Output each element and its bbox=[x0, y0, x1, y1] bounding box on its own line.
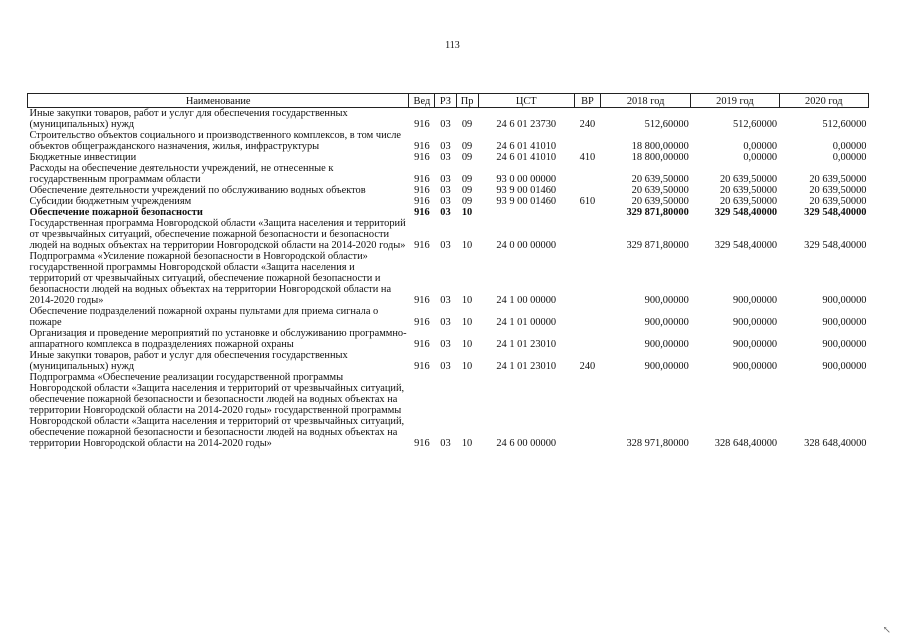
cell-rz: 03 bbox=[440, 240, 451, 251]
cell-vr bbox=[574, 218, 600, 251]
cell-2020: 20 639,50000 bbox=[809, 185, 867, 196]
cell-2018: 329 871,80000 bbox=[626, 240, 689, 251]
cell-cst: 24 1 01 23010 bbox=[496, 339, 557, 350]
cell-pr: 10 bbox=[461, 240, 473, 251]
cell-rz: 03 bbox=[440, 317, 451, 328]
cell-rz: 03 bbox=[440, 119, 451, 130]
cell-2018: 20 639,50000 bbox=[631, 196, 689, 207]
cell-2018: 20 639,50000 bbox=[631, 174, 689, 185]
table-row bbox=[28, 196, 869, 207]
cell-cst: 24 1 00 00000 bbox=[496, 295, 557, 306]
cell-vr: 240 bbox=[579, 361, 596, 372]
cell-rz: 03 bbox=[440, 196, 451, 207]
cell-2019: 900,00000 bbox=[732, 361, 778, 372]
cell-2018: 20 639,50000 bbox=[631, 185, 689, 196]
cell-vr: 240 bbox=[579, 119, 596, 130]
cell-name: Обеспечение подразделений пожарной охраны пультами для приема сигнала о пожаре bbox=[29, 306, 379, 328]
cell-pr: 09 bbox=[461, 174, 473, 185]
cell-ved: 916 bbox=[414, 339, 430, 350]
cell-2020: 900,00000 bbox=[822, 361, 867, 372]
cell-ved: 916 bbox=[414, 174, 430, 185]
cell-cst: 24 6 01 41010 bbox=[496, 141, 557, 152]
table-row bbox=[28, 218, 869, 251]
budget-table bbox=[27, 93, 869, 449]
cell-ved: 916 bbox=[414, 196, 430, 207]
cell-ved: 916 bbox=[414, 295, 430, 306]
table-row bbox=[28, 251, 869, 306]
cell-ved: 916 bbox=[414, 317, 430, 328]
cell-vr bbox=[574, 207, 600, 218]
cell-cst: 24 6 00 00000 bbox=[496, 438, 557, 449]
cell-2020: 512,60000 bbox=[822, 119, 867, 130]
cell-vr bbox=[574, 306, 600, 328]
cell-name: Организация и проведение мероприятий по установке и обслуживанию программно-аппаратного комплекса в подразделениях пожарной охраны bbox=[29, 328, 407, 350]
cell-rz: 03 bbox=[440, 339, 451, 350]
cell-cst: 93 9 00 01460 bbox=[496, 185, 557, 196]
cell-rz: 03 bbox=[440, 141, 451, 152]
cell-ved: 916 bbox=[414, 207, 430, 218]
cell-rz: 03 bbox=[440, 174, 451, 185]
cell-2018: 18 800,00000 bbox=[631, 152, 689, 163]
cell-name: Подпрограмма «Усиление пожарной безопасности в Новгородской области» государственной программы Новгородской области «Защита населения и территорий от чрезвычайных ситуаций, обеспечение пожарной безопасности и безопасности людей на водных объектах на территории Новгородской области на 2014-2020 годы» bbox=[29, 251, 392, 306]
cell-vr bbox=[574, 251, 600, 306]
cell-2019: 328 648,40000 bbox=[714, 438, 778, 449]
cell-vr bbox=[574, 372, 600, 449]
cell-2019: 20 639,50000 bbox=[719, 185, 778, 196]
header-2018: 2018 год bbox=[600, 94, 690, 108]
cell-2020: 900,00000 bbox=[822, 339, 867, 350]
cell-pr: 09 bbox=[461, 196, 473, 207]
cell-vr: 410 bbox=[579, 152, 596, 163]
cell-name: Обеспечение деятельности учреждений по обслуживанию водных объектов bbox=[29, 185, 366, 196]
table-body bbox=[28, 108, 869, 450]
cell-pr: 10 bbox=[461, 339, 473, 350]
cell-2019: 0,00000 bbox=[743, 152, 778, 163]
cell-2019: 900,00000 bbox=[732, 339, 778, 350]
table-row bbox=[28, 130, 869, 152]
cell-2018: 900,00000 bbox=[644, 361, 689, 372]
cell-2018: 900,00000 bbox=[644, 317, 689, 328]
cell-name: Расходы на обеспечение деятельности учреждений, не отнесенные к государственным программам области bbox=[29, 163, 334, 185]
cell-2020: 329 548,40000 bbox=[804, 207, 867, 218]
cell-ved: 916 bbox=[414, 141, 430, 152]
cell-rz: 03 bbox=[440, 185, 451, 196]
cell-2018: 328 971,80000 bbox=[626, 438, 689, 449]
cell-cst bbox=[478, 207, 574, 218]
cell-pr: 10 bbox=[461, 207, 473, 218]
table-row bbox=[28, 207, 869, 218]
cell-2019: 20 639,50000 bbox=[719, 196, 778, 207]
cell-pr: 10 bbox=[461, 361, 473, 372]
cell-vr bbox=[574, 185, 600, 196]
header-name: Наименование bbox=[28, 94, 409, 108]
cell-2018: 18 800,00000 bbox=[631, 141, 689, 152]
cell-name: Субсидии бюджетным учреждениям bbox=[29, 196, 192, 207]
table-row bbox=[28, 328, 869, 350]
table-header-row bbox=[28, 94, 869, 108]
table-row bbox=[28, 350, 869, 372]
cell-2020: 900,00000 bbox=[822, 317, 867, 328]
cell-name: Подпрограмма «Обеспечение реализации государственной программы Новгородской области «Защита населения и территорий от чрезвычайных ситуаций, обеспечение пожарной безопасности и безопасности людей на водных объектах на территории Новгородской области на 2014-2020 годы» государственной программы Новгородской области «Защита населения и территорий от чрезвычайных ситуаций, обеспечение пожарной безопасности и безопасности людей на водных объектах на территории Новгородской области на 2014-2020 годы» bbox=[29, 372, 405, 449]
cell-name: Бюджетные инвестиции bbox=[29, 152, 137, 163]
table-row bbox=[28, 108, 869, 131]
cell-ved: 916 bbox=[414, 240, 430, 251]
cell-cst: 24 0 00 00000 bbox=[496, 240, 557, 251]
cell-2018: 512,60000 bbox=[644, 119, 689, 130]
page-corner-mark: ↖ bbox=[882, 625, 891, 636]
table-row bbox=[28, 306, 869, 328]
cell-pr: 09 bbox=[461, 141, 473, 152]
page-number: 113 bbox=[445, 40, 460, 51]
cell-cst: 24 1 01 23010 bbox=[496, 361, 557, 372]
cell-name: Иные закупки товаров, работ и услуг для обеспечения государственных (муниципальных) нужд bbox=[29, 108, 348, 130]
cell-2018: 900,00000 bbox=[644, 295, 689, 306]
cell-2020: 329 548,40000 bbox=[804, 240, 867, 251]
cell-2018: 900,00000 bbox=[644, 339, 689, 350]
cell-name: Иные закупки товаров, работ и услуг для обеспечения государственных (муниципальных) нужд bbox=[29, 350, 348, 372]
cell-2019: 329 548,40000 bbox=[714, 207, 778, 218]
cell-ved: 916 bbox=[414, 438, 430, 449]
cell-2020: 900,00000 bbox=[822, 295, 867, 306]
table-row bbox=[28, 163, 869, 185]
cell-vr bbox=[574, 163, 600, 185]
cell-pr: 09 bbox=[461, 185, 473, 196]
cell-2020: 0,00000 bbox=[832, 152, 867, 163]
cell-2018: 329 871,80000 bbox=[626, 207, 689, 218]
cell-rz: 03 bbox=[440, 152, 451, 163]
cell-cst: 24 6 01 23730 bbox=[496, 119, 557, 130]
table-row bbox=[28, 152, 869, 163]
cell-rz: 03 bbox=[440, 295, 451, 306]
cell-2019: 900,00000 bbox=[732, 295, 778, 306]
header-vr: ВР bbox=[574, 94, 600, 108]
cell-cst: 24 1 01 00000 bbox=[496, 317, 557, 328]
cell-rz: 03 bbox=[440, 207, 451, 218]
cell-pr: 10 bbox=[461, 317, 473, 328]
header-2020: 2020 год bbox=[779, 94, 868, 108]
cell-vr bbox=[574, 130, 600, 152]
cell-pr: 10 bbox=[461, 295, 473, 306]
cell-ved: 916 bbox=[414, 152, 430, 163]
header-2019: 2019 год bbox=[691, 94, 779, 108]
cell-vr: 610 bbox=[579, 196, 596, 207]
cell-2020: 0,00000 bbox=[832, 141, 867, 152]
cell-rz: 03 bbox=[440, 438, 451, 449]
cell-vr bbox=[574, 328, 600, 350]
cell-2020: 20 639,50000 bbox=[809, 196, 867, 207]
cell-2020: 328 648,40000 bbox=[804, 438, 867, 449]
cell-name: Государственная программа Новгородской области «Защита населения и территорий от чрезвычайных ситуаций, обеспечение пожарной безопасности и безопасности людей на водных объектах на территории Новгородской области на 2014-2020 годы» bbox=[29, 218, 406, 251]
cell-cst: 24 6 01 41010 bbox=[496, 152, 557, 163]
cell-cst: 93 9 00 01460 bbox=[496, 196, 557, 207]
header-cst: ЦСТ bbox=[478, 94, 574, 108]
table-row bbox=[28, 185, 869, 196]
cell-ved: 916 bbox=[414, 185, 430, 196]
cell-cst: 93 0 00 00000 bbox=[496, 174, 557, 185]
cell-name: Обеспечение пожарной безопасности bbox=[29, 207, 203, 218]
cell-2020: 20 639,50000 bbox=[809, 174, 867, 185]
cell-2019: 0,00000 bbox=[743, 141, 778, 152]
table-row bbox=[28, 372, 869, 449]
cell-pr: 10 bbox=[461, 438, 473, 449]
cell-name: Строительство объектов социального и производственного комплексов, в том числе объектов общегражданского назначения, жилья, инфраструктуры bbox=[29, 130, 402, 152]
cell-ved: 916 bbox=[414, 361, 430, 372]
cell-2019: 512,60000 bbox=[732, 119, 778, 130]
cell-2019: 329 548,40000 bbox=[714, 240, 778, 251]
cell-2019: 900,00000 bbox=[732, 317, 778, 328]
cell-2019: 20 639,50000 bbox=[719, 174, 778, 185]
header-pr: Пр bbox=[456, 94, 478, 108]
cell-pr: 09 bbox=[461, 119, 473, 130]
header-rz: РЗ bbox=[435, 94, 456, 108]
cell-pr: 09 bbox=[461, 152, 473, 163]
header-ved: Вед bbox=[409, 94, 435, 108]
cell-rz: 03 bbox=[440, 361, 451, 372]
cell-ved: 916 bbox=[414, 119, 430, 130]
